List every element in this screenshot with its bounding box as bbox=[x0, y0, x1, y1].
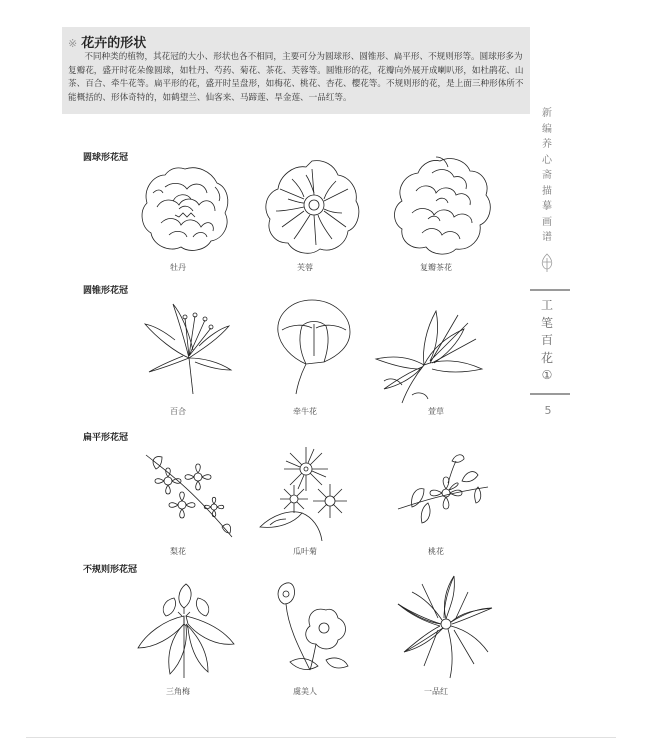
page-number: 5 bbox=[544, 404, 552, 417]
section-title bbox=[68, 32, 146, 51]
caption-cineraria: 瓜叶菊 bbox=[293, 547, 317, 556]
poinsettia-illustration bbox=[394, 574, 494, 680]
series-title-char: 编 bbox=[542, 123, 552, 135]
series-title-char: 心 bbox=[542, 154, 552, 166]
caption-poinsettia: 一品红 bbox=[424, 687, 448, 696]
caption-hibiscus: 芙蓉 bbox=[297, 263, 313, 272]
poppy-illustration bbox=[270, 576, 360, 678]
caption-bougainvillea: 三角梅 bbox=[166, 687, 190, 696]
category-label-flat: 扁平形花冠 bbox=[83, 433, 129, 443]
intro-box bbox=[62, 27, 530, 114]
caption-lily: 百合 bbox=[170, 407, 186, 416]
morning-glory-illustration bbox=[268, 296, 358, 396]
series-title-char: 新 bbox=[542, 108, 552, 119]
volume-title-char: ① bbox=[541, 368, 553, 382]
section-title-text: 花卉的形状 bbox=[81, 36, 147, 51]
caption-camellia: 复瓣茶花 bbox=[420, 263, 452, 272]
series-title-char: 斋 bbox=[542, 170, 552, 181]
category-label-irregular: 不规则形花冠 bbox=[83, 565, 138, 575]
peony-illustration bbox=[135, 157, 235, 257]
cineraria-illustration bbox=[250, 437, 360, 545]
caption-poppy: 虞美人 bbox=[293, 687, 317, 696]
bottom-rule bbox=[26, 737, 616, 738]
caption-daylily: 萱草 bbox=[428, 407, 444, 416]
volume-title-vertical bbox=[540, 297, 554, 385]
camellia-illustration bbox=[392, 153, 492, 259]
intro-paragraph: 不同种类的植物，其花冠的大小、形状也各不相同，主要可分为圆球形、圆锥形、扁平形、不规则形等。圆球形多为复瓣花，盛开时花朵像圆球，如牡丹、芍药、菊花、茶花、芙蓉等。圆锥形的花，花瓣向外展开成喇叭形，如杜鹃花、山茶、百合、牵牛花等。扁平形的花，盛开时呈盘形，如梅花、桃花、杏花、樱花等。不规则形的花，是上面三种形体所不能概括的、形体奇特的，如鹤望兰、仙客来、马蹄莲、旱金莲、一品红等。 bbox=[68, 52, 524, 103]
volume-title-char: 百 bbox=[540, 333, 553, 347]
category-label-globular: 圆球形花冠 bbox=[83, 153, 129, 163]
bougainvillea-illustration bbox=[134, 574, 240, 682]
category-label-conical: 圆锥形花冠 bbox=[83, 286, 129, 296]
hibiscus-illustration bbox=[262, 155, 362, 259]
series-title-char: 画 bbox=[542, 216, 552, 228]
lily-illustration bbox=[135, 296, 235, 396]
series-title-char: 养 bbox=[542, 139, 552, 150]
title-mark: ※ bbox=[68, 37, 78, 50]
peach-blossom-illustration bbox=[392, 449, 492, 539]
series-title-vertical bbox=[540, 106, 554, 246]
seal-ornament bbox=[537, 252, 557, 274]
series-title-char: 谱 bbox=[542, 232, 552, 243]
series-title-char: 摹 bbox=[542, 201, 552, 212]
series-title-char: 描 bbox=[542, 185, 552, 197]
caption-pear-blossom: 梨花 bbox=[170, 547, 186, 556]
volume-title-char: 花 bbox=[540, 350, 553, 365]
caption-peach-blossom: 桃花 bbox=[428, 547, 444, 556]
caption-morning-glory: 牵牛花 bbox=[293, 407, 317, 416]
sidebar-divider-top bbox=[530, 289, 570, 291]
pear-blossom-illustration bbox=[136, 447, 236, 543]
caption-peony: 牡丹 bbox=[170, 263, 186, 272]
volume-title-char: 工 bbox=[540, 298, 553, 312]
daylily-illustration bbox=[372, 295, 496, 405]
sidebar-divider-bottom bbox=[530, 393, 570, 395]
volume-title-char: 笔 bbox=[540, 315, 553, 330]
